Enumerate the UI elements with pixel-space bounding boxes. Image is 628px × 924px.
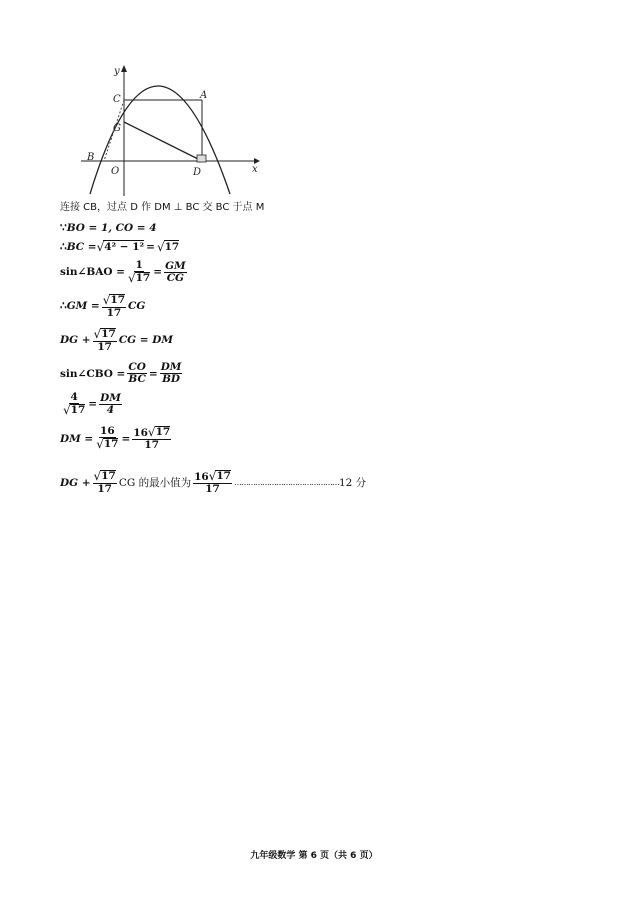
denominator	[127, 272, 151, 285]
radicand: 17	[216, 470, 231, 482]
radicand: 17	[164, 241, 180, 253]
denominator: 17	[144, 439, 160, 452]
denominator: 17	[97, 482, 112, 495]
radicand: 17	[103, 438, 119, 451]
sqrt-expression	[209, 470, 231, 483]
radicand: 17	[155, 426, 171, 438]
fraction	[93, 328, 117, 353]
text-min-value: CG 的最小值为	[118, 477, 192, 490]
numerator: DM	[100, 391, 121, 404]
fraction	[132, 426, 171, 451]
fraction	[193, 470, 232, 495]
denominator: CG	[166, 271, 185, 284]
text-bo-co: BO = 1, CO = 4	[66, 222, 157, 234]
sqrt-icon: √	[156, 240, 165, 254]
numerator	[132, 426, 171, 440]
label-a: A	[200, 90, 208, 101]
sqrt-icon: √	[127, 271, 136, 286]
denominator: BD	[162, 373, 181, 386]
equals: =	[146, 241, 155, 253]
radicand: 17	[135, 272, 151, 285]
dot-leader: ………………………………………	[233, 478, 339, 488]
radicand: 17	[110, 294, 126, 306]
fraction	[102, 294, 126, 319]
page-footer: 九年级数学 第 6 页（共 6 页）	[250, 851, 378, 861]
fraction	[99, 393, 122, 416]
sqrt-icon: √	[102, 293, 111, 307]
solution-line-1	[60, 198, 264, 213]
numerator: 16	[100, 425, 115, 438]
numerator: DM	[160, 361, 182, 373]
radicand: 17	[70, 404, 86, 417]
therefore-symbol: ∴	[60, 241, 67, 253]
fraction	[164, 261, 187, 284]
label-b: B	[87, 152, 95, 163]
text-dm-eq: DM =	[60, 432, 94, 445]
fraction	[127, 362, 147, 385]
sqrt-icon: √	[63, 403, 71, 418]
solution-line-6	[60, 328, 173, 353]
y-axis-arrow-icon	[121, 65, 127, 72]
sqrt-icon: √	[96, 240, 105, 254]
text-cg: CG	[128, 300, 146, 313]
fraction	[160, 362, 183, 385]
equals: =	[88, 398, 98, 411]
text-cg-eq-dm: CG = DM	[118, 334, 173, 347]
fraction	[127, 260, 151, 285]
label-o: O	[111, 166, 120, 177]
solution-line-10	[60, 470, 366, 495]
numerator: 4	[70, 391, 78, 403]
numerator	[93, 470, 117, 484]
numerator: 1	[135, 259, 143, 271]
radicand: 17	[101, 328, 116, 340]
segment-gd	[124, 122, 202, 161]
coefficient: 16	[133, 427, 148, 439]
numerator	[93, 328, 117, 342]
sqrt-expression	[148, 426, 170, 439]
equals: =	[121, 432, 131, 445]
sqrt-icon: √	[96, 437, 104, 452]
sqrt-icon: √	[208, 469, 217, 483]
sqrt-icon: √	[147, 425, 156, 439]
sqrt-icon: √	[93, 469, 102, 484]
equals: =	[148, 367, 158, 380]
solution-line-4	[60, 260, 189, 285]
coefficient: 16	[194, 471, 209, 483]
label-d: D	[193, 167, 202, 178]
parabola-figure	[76, 58, 266, 198]
text-connect-cb: 连接 CB，过点 D 作 DM ⊥ BC 交 BC 于点 M	[60, 202, 265, 213]
solution-line-8	[60, 392, 124, 417]
sqrt-result	[157, 240, 179, 254]
denominator: 17	[205, 483, 220, 496]
text-dg-plus: DG +	[60, 476, 91, 489]
solution-line-3	[60, 240, 179, 254]
solution-line-9	[60, 426, 173, 451]
label-g: G	[113, 123, 121, 134]
radicand: 17	[101, 470, 116, 483]
sqrt-expression	[97, 240, 145, 254]
score-label: 12 分	[338, 477, 367, 490]
fraction	[93, 470, 117, 495]
label-x: x	[252, 164, 258, 175]
radicand: 4² − 1²	[104, 241, 145, 253]
because-symbol: ∵	[60, 222, 67, 234]
text-sin-bao: sin∠BAO =	[60, 266, 125, 279]
fraction	[95, 426, 119, 451]
text-dg-plus: DG +	[60, 334, 91, 347]
numerator	[193, 470, 232, 484]
text-sin-cbo: sin∠CBO =	[60, 367, 126, 380]
therefore-symbol: ∴	[60, 300, 67, 313]
solution-line-7	[60, 362, 184, 385]
fraction	[62, 392, 86, 417]
solution-line-2	[60, 222, 157, 234]
denominator: 17	[97, 340, 112, 353]
numerator	[102, 294, 126, 308]
label-c: C	[113, 94, 121, 105]
denominator: 4	[106, 403, 115, 416]
text-gm-eq: GM =	[66, 300, 100, 313]
equals: =	[153, 266, 163, 279]
numerator: GM	[165, 259, 186, 272]
text-bc-eq: BC =	[66, 241, 97, 253]
right-angle-mark	[197, 155, 206, 162]
denominator: BC	[128, 373, 146, 386]
solution-line-5	[60, 294, 145, 319]
numerator: CO	[128, 361, 146, 373]
sqrt-icon: √	[93, 327, 102, 341]
denominator: 17	[106, 306, 122, 319]
denominator	[62, 404, 86, 417]
denominator	[95, 438, 119, 451]
label-y: y	[114, 66, 120, 77]
